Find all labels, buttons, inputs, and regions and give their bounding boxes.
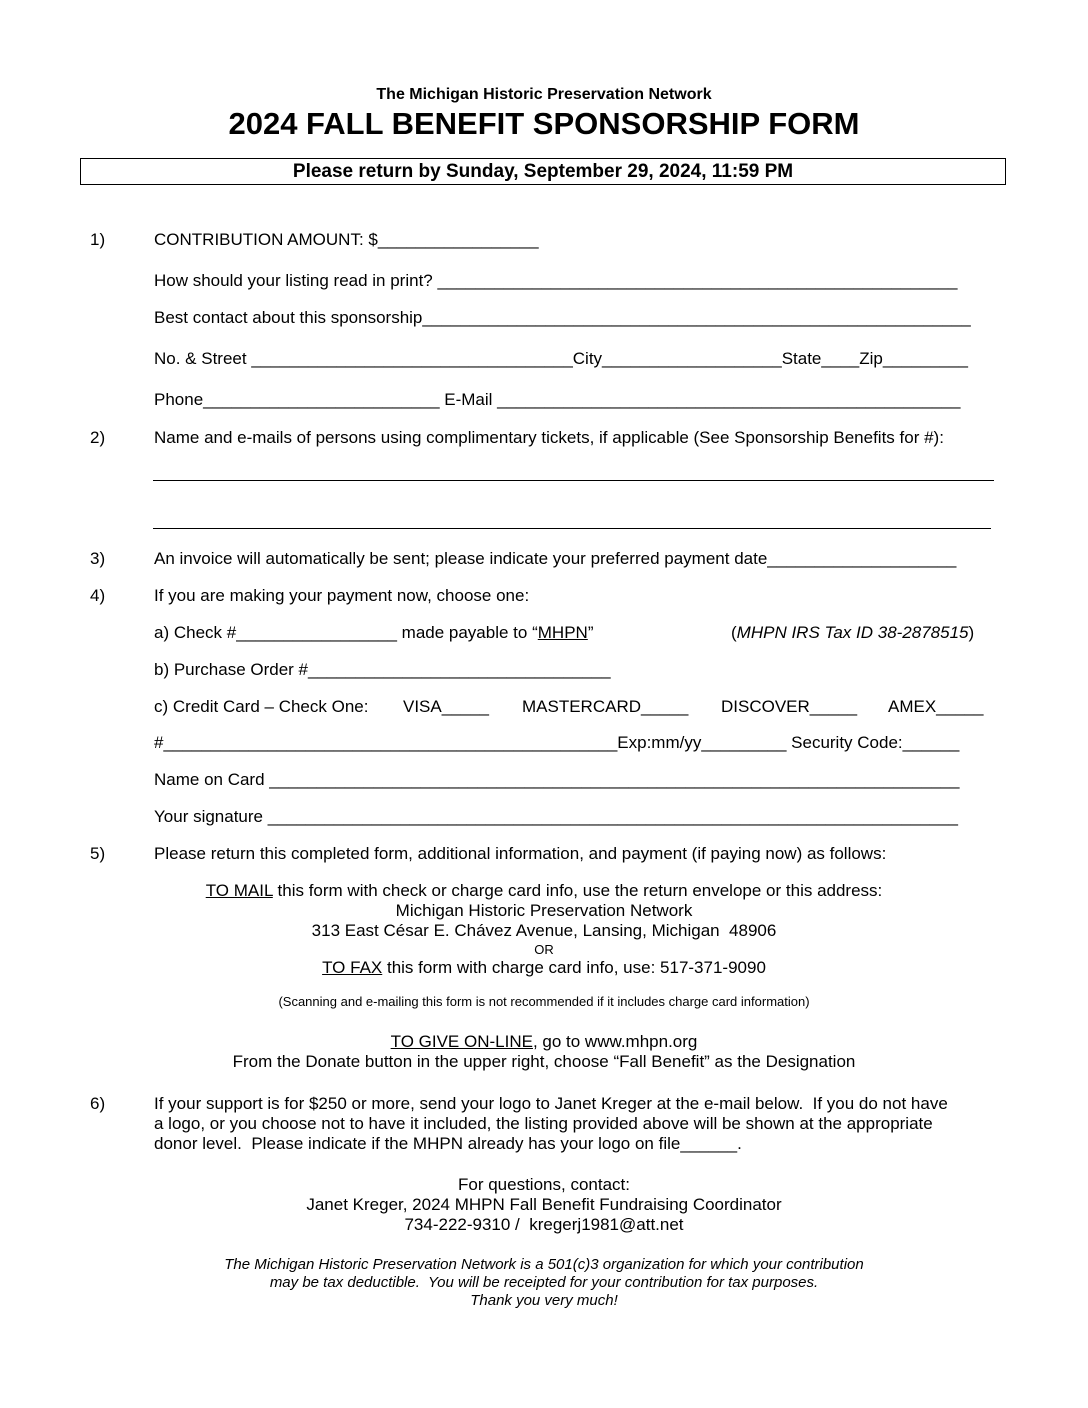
section-6-number: 6) — [90, 1094, 106, 1113]
form-title: 2024 FALL BENEFIT SPONSORSHIP FORM — [228, 106, 860, 141]
logo-text-line-1: If your support is for $250 or more, send your logo to Janet Kreger at the e-mail below. If you do not have — [154, 1094, 948, 1113]
card-number-field[interactable]: #________________________________________________Exp:mm/yy_________ Security Code:______ — [154, 733, 960, 752]
footer-line-1: The Michigan Historic Preservation Network is a 501(c)3 organization for which your contribution — [224, 1256, 864, 1273]
signature-field[interactable]: Your signature _________________________________________________________________________ — [154, 807, 958, 826]
complimentary-tickets-text: Name and e-mails of persons using complimentary tickets, if applicable (See Sponsorship Benefits for #): — [154, 428, 944, 447]
address-field[interactable]: No. & Street __________________________________City___________________State____Zip_________ — [154, 349, 968, 368]
address-name: Michigan Historic Preservation Network — [395, 901, 693, 920]
fax-instructions: TO FAX this form with charge card info, use: 517-371-9090 — [322, 958, 766, 977]
section-2-number: 2) — [90, 428, 106, 447]
footer-line-2: may be tax deductible. You will be receipted for your contribution for tax purposes. — [269, 1274, 819, 1291]
org-name: The Michigan Historic Preservation Network — [376, 86, 712, 103]
contact-name: Janet Kreger, 2024 MHPN Fall Benefit Fundraising Coordinator — [306, 1195, 782, 1214]
ticket-names-line-2[interactable] — [153, 528, 991, 529]
listing-field[interactable]: How should your listing read in print? _______________________________________________________ — [154, 271, 958, 290]
check-number-field[interactable]: a) Check #_________________ made payable to “MHPN” — [154, 623, 594, 642]
payment-date-field[interactable]: An invoice will automatically be sent; please indicate your preferred payment date____________________ — [154, 549, 957, 568]
tax-id: (MHPN IRS Tax ID 38-2878515) — [731, 623, 975, 642]
mail-instructions: TO MAIL this form with check or charge card info, use the return envelope or this address: — [205, 881, 883, 900]
scan-note: (Scanning and e-mailing this form is not recommended if it includes charge card information) — [278, 994, 810, 1009]
contact-info: 734-222-9310 / kregerj1981@att.net — [404, 1215, 684, 1234]
payee-name: MHPN — [537, 623, 588, 642]
address-street: 313 East César E. Chávez Avenue, Lansing, Michigan 48906 — [311, 921, 777, 940]
visa-checkbox[interactable]: VISA_____ — [403, 697, 490, 716]
name-on-card-field[interactable]: Name on Card _________________________________________________________________________ — [154, 770, 960, 789]
purchase-order-field[interactable]: b) Purchase Order #________________________________ — [154, 660, 611, 679]
ticket-names-line-1[interactable] — [153, 480, 994, 481]
return-instructions: Please return this completed form, additional information, and payment (if paying now) as follows: — [154, 844, 887, 863]
credit-card-label: c) Credit Card – Check One: — [154, 697, 369, 716]
section-5-number: 5) — [90, 844, 106, 863]
section-4-number: 4) — [90, 586, 106, 605]
logo-text-line-2: a logo, or you choose not to have it included, the listing provided above will be shown at the appropriate — [154, 1114, 933, 1133]
contact-heading: For questions, contact: — [458, 1175, 630, 1194]
donate-instructions: From the Donate button in the upper right, choose “Fall Benefit” as the Designation — [232, 1052, 856, 1071]
contribution-amount-field[interactable]: CONTRIBUTION AMOUNT: $_________________ — [154, 230, 539, 249]
section-1-number: 1) — [90, 230, 106, 249]
discover-checkbox[interactable]: DISCOVER_____ — [721, 697, 858, 716]
online-instructions: TO GIVE ON-LINE, go to www.mhpn.org — [390, 1032, 698, 1051]
amex-checkbox[interactable]: AMEX_____ — [888, 697, 984, 716]
deadline-text: Please return by Sunday, September 29, 2024, 11:59 PM — [292, 161, 794, 182]
logo-on-file-field[interactable]: donor level. Please indicate if the MHPN already has your logo on file______. — [154, 1134, 742, 1153]
payment-intro: If you are making your payment now, choose one: — [154, 586, 530, 605]
phone-email-field[interactable]: Phone_________________________ E-Mail _________________________________________________ — [154, 390, 961, 409]
section-3-number: 3) — [90, 549, 106, 568]
or-separator: OR — [534, 942, 554, 957]
mastercard-checkbox[interactable]: MASTERCARD_____ — [522, 697, 689, 716]
best-contact-field[interactable]: Best contact about this sponsorship__________________________________________________________ — [154, 308, 971, 327]
footer-thanks: Thank you very much! — [470, 1292, 618, 1309]
deadline-box — [80, 158, 1006, 185]
